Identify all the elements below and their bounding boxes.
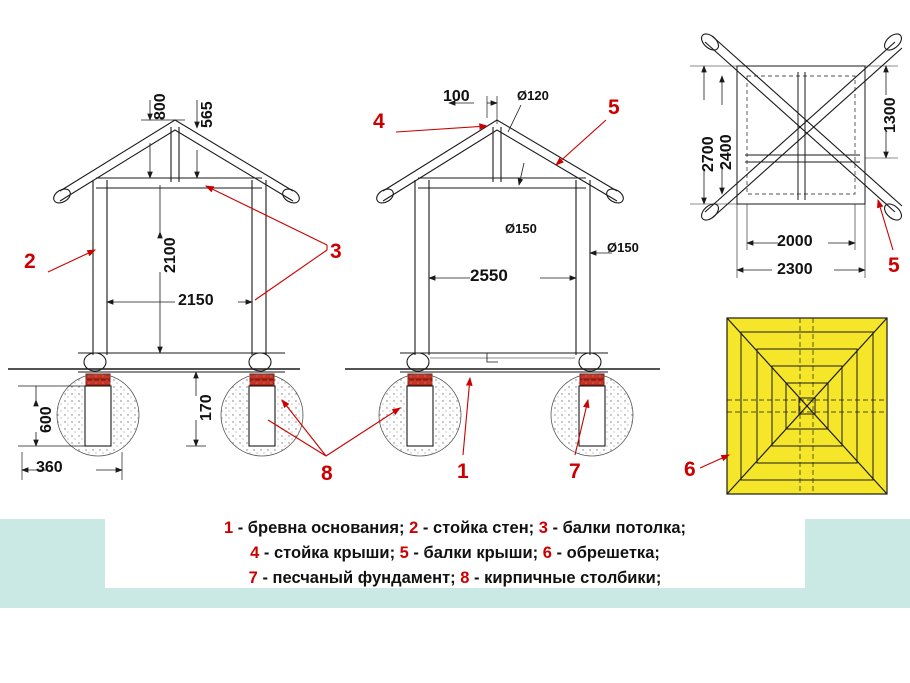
dim-2550: 2550: [470, 266, 508, 285]
callout-4: 4: [373, 110, 385, 133]
dim-diam-120: Ø120: [517, 88, 549, 103]
callout-2: 2: [24, 250, 36, 273]
dim-diam-150-wall: Ø150: [607, 240, 639, 255]
legend-text-7: - песчаный фундамент;: [257, 569, 456, 587]
legend-text-2: - стойка стен;: [418, 519, 535, 537]
legend-line-2: [250, 541, 660, 566]
dim-2000: 2000: [777, 233, 813, 250]
legend-text-6: - обрешетка;: [551, 544, 660, 562]
dim-600: 600: [38, 406, 55, 433]
callout-7: 7: [569, 460, 581, 483]
callout-1: 1: [457, 460, 469, 483]
callout-8: 8: [321, 462, 333, 485]
legend-band: [0, 519, 910, 608]
legend-box: [105, 519, 805, 588]
legend-num-2: 2: [409, 519, 419, 537]
legend-line-1: [224, 516, 686, 541]
callout-5-plan: 5: [888, 254, 900, 277]
legend-text-8: - кирпичные столбики;: [469, 569, 662, 587]
dim-360: 360: [36, 459, 63, 476]
legend-num-6: 6: [542, 544, 552, 562]
dim-170: 170: [198, 394, 215, 421]
legend-text-1: - бревна основания;: [233, 519, 405, 537]
legend-num-3: 3: [538, 519, 548, 537]
dim-2400: 2400: [718, 134, 735, 170]
legend-text-4: - стойка крыши;: [259, 544, 396, 562]
callout-3: 3: [330, 240, 342, 263]
dim-565: 565: [199, 101, 216, 128]
bottom-margin: [0, 608, 910, 683]
legend-num-8: 8: [460, 569, 470, 587]
callout-6: 6: [684, 458, 696, 481]
legend-text-3: - балки потолка;: [547, 519, 687, 537]
dim-diam-150-roof: Ø150: [505, 221, 537, 236]
dim-2700: 2700: [700, 136, 717, 172]
dim-2150: 2150: [178, 292, 214, 309]
legend-num-4: 4: [250, 544, 260, 562]
legend-text-5: - балки крыши;: [408, 544, 539, 562]
dim-800: 800: [152, 93, 169, 120]
callout-5-side: 5: [608, 96, 620, 119]
dim-2300: 2300: [777, 261, 813, 278]
legend-line-3: [249, 566, 662, 591]
dim-2100: 2100: [162, 237, 179, 273]
lathing-plan-view: [727, 318, 887, 494]
dim-1300: 1300: [882, 97, 899, 133]
dim-100: 100: [443, 88, 470, 105]
legend-num-5: 5: [399, 544, 409, 562]
legend-num-1: 1: [223, 519, 234, 537]
legend-num-7: 7: [248, 569, 258, 587]
